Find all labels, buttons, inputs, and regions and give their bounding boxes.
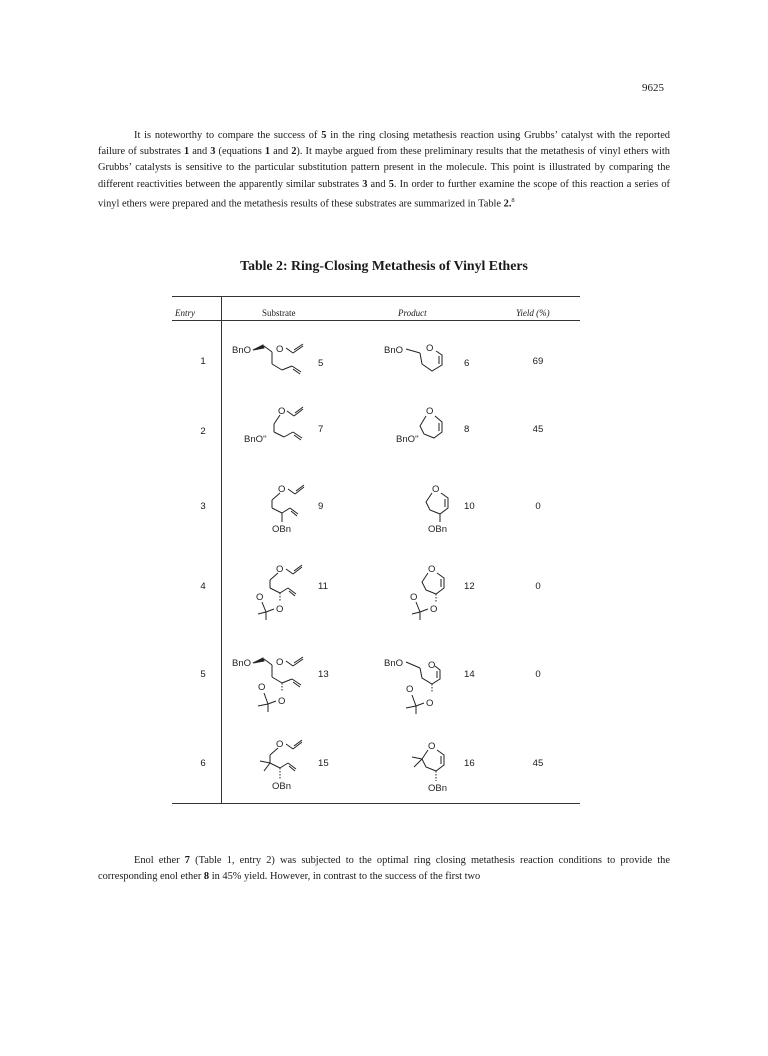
row5-yield: 0	[535, 669, 541, 680]
header-entry: Entry	[175, 308, 195, 318]
oxygen-label: O	[406, 684, 414, 695]
substrate-5-structure	[228, 338, 318, 378]
oxygen-label: O	[278, 696, 286, 707]
product-6-structure	[380, 338, 460, 388]
oxygen-label: O	[258, 682, 266, 693]
product-12-structure	[406, 560, 466, 624]
row4-product-number: 12	[464, 581, 475, 592]
row5-substrate-number: 13	[318, 669, 329, 680]
bno-stereo-label: BnO''	[396, 434, 419, 445]
closing-paragraph: Enol ether 7 (Table 1, entry 2) was subjected to the optimal ring closing metathesis reaction conditions to provide the corresponding enol ether 8 in 45% yield. However, in contrast to the success of the first two	[98, 855, 670, 883]
row6-yield: 45	[532, 758, 544, 769]
bno-label: BnO	[232, 658, 252, 669]
oxygen-label: O	[256, 592, 264, 603]
obn-label: OBn	[428, 783, 448, 794]
table-top-rule	[172, 296, 580, 297]
oxygen-label: O	[430, 604, 438, 615]
row2-yield: 45	[532, 424, 544, 435]
table-bottom-rule	[172, 803, 580, 804]
row3-substrate-number: 9	[318, 501, 324, 512]
oxygen-label: O	[276, 564, 284, 575]
oxygen-label: O	[426, 406, 434, 417]
obn-label: OBn	[428, 524, 448, 535]
row1-entry: 1	[200, 356, 206, 367]
bno-stereo-label: BnO''	[244, 434, 267, 445]
oxygen-label: O	[410, 592, 418, 603]
product-8-structure	[392, 404, 462, 450]
bno-label: BnO	[384, 345, 404, 356]
oxygen-label: O	[276, 604, 284, 615]
row4-yield: 0	[535, 581, 541, 592]
row2-substrate-number: 7	[318, 424, 324, 435]
intro-paragraph: It is noteworthy to compare the success of 5 in the ring closing metathesis reaction using Grubbs’ catalyst with the reported failure of substrates 1 and 3 (equations 1 and 2). It maybe argued from these preliminary results that the metathesis of vinyl ethers with Grubbs’ catalysts is sensitive to the particular substitution pattern present in the molecule. This point is illustrated by comparing the different reactivities between the apparently similar substrates 3 and 5. In order to further examine the scope of this reaction a series of vinyl ethers were prepared and the metathesis results of these substrates are summarized in Table 2.$^8$	[98, 130, 670, 210]
row2-product-number: 8	[464, 424, 470, 435]
row3-yield: 0	[535, 501, 541, 512]
obn-label: OBn	[272, 781, 292, 792]
oxygen-label: O	[426, 698, 434, 709]
obn-label: OBn	[272, 524, 292, 535]
oxygen-label: O	[276, 657, 284, 668]
product-16-structure	[410, 735, 470, 797]
row4-substrate-number: 11	[318, 581, 328, 592]
row2-entry: 2	[200, 426, 206, 437]
row5-product-number: 14	[464, 669, 475, 680]
table-title: Table 2: Ring-Closing Metathesis of Vinyl Ethers	[240, 258, 528, 273]
oxygen-label: O	[278, 484, 286, 495]
header-substrate: Substrate	[262, 308, 296, 318]
row6-product-number: 16	[464, 758, 475, 769]
oxygen-label: O	[276, 344, 284, 355]
substrate-15-structure	[254, 735, 324, 795]
oxygen-label: O	[276, 739, 284, 750]
substrate-13-structure	[228, 650, 318, 716]
row1-product-number: 6	[464, 358, 470, 369]
oxygen-label: O	[428, 564, 436, 575]
substrate-9-structure	[262, 480, 332, 538]
oxygen-label: O	[278, 406, 286, 417]
row1-substrate-number: 5	[318, 358, 324, 369]
product-10-structure	[420, 480, 470, 538]
header-product: Product	[398, 308, 427, 318]
oxygen-label: O	[428, 660, 436, 671]
substrate-7-structure	[240, 404, 320, 450]
bno-label: BnO	[232, 345, 252, 356]
header-yield: Yield (%)	[516, 308, 550, 318]
row4-entry: 4	[200, 581, 206, 592]
bno-label: BnO	[384, 658, 404, 669]
row6-substrate-number: 15	[318, 758, 329, 769]
product-14-structure	[380, 650, 460, 716]
row6-entry: 6	[200, 758, 206, 769]
oxygen-label: O	[432, 484, 440, 495]
table-header-rule	[172, 320, 580, 321]
oxygen-label: O	[428, 741, 436, 752]
page-number: 9625	[642, 82, 664, 94]
row1-yield: 69	[532, 356, 544, 367]
substrate-11-structure	[254, 560, 324, 624]
row3-product-number: 10	[464, 501, 475, 512]
row3-entry: 3	[200, 501, 206, 512]
row5-entry: 5	[200, 669, 206, 680]
table-vertical-rule	[221, 296, 222, 804]
oxygen-label: O	[426, 343, 434, 354]
